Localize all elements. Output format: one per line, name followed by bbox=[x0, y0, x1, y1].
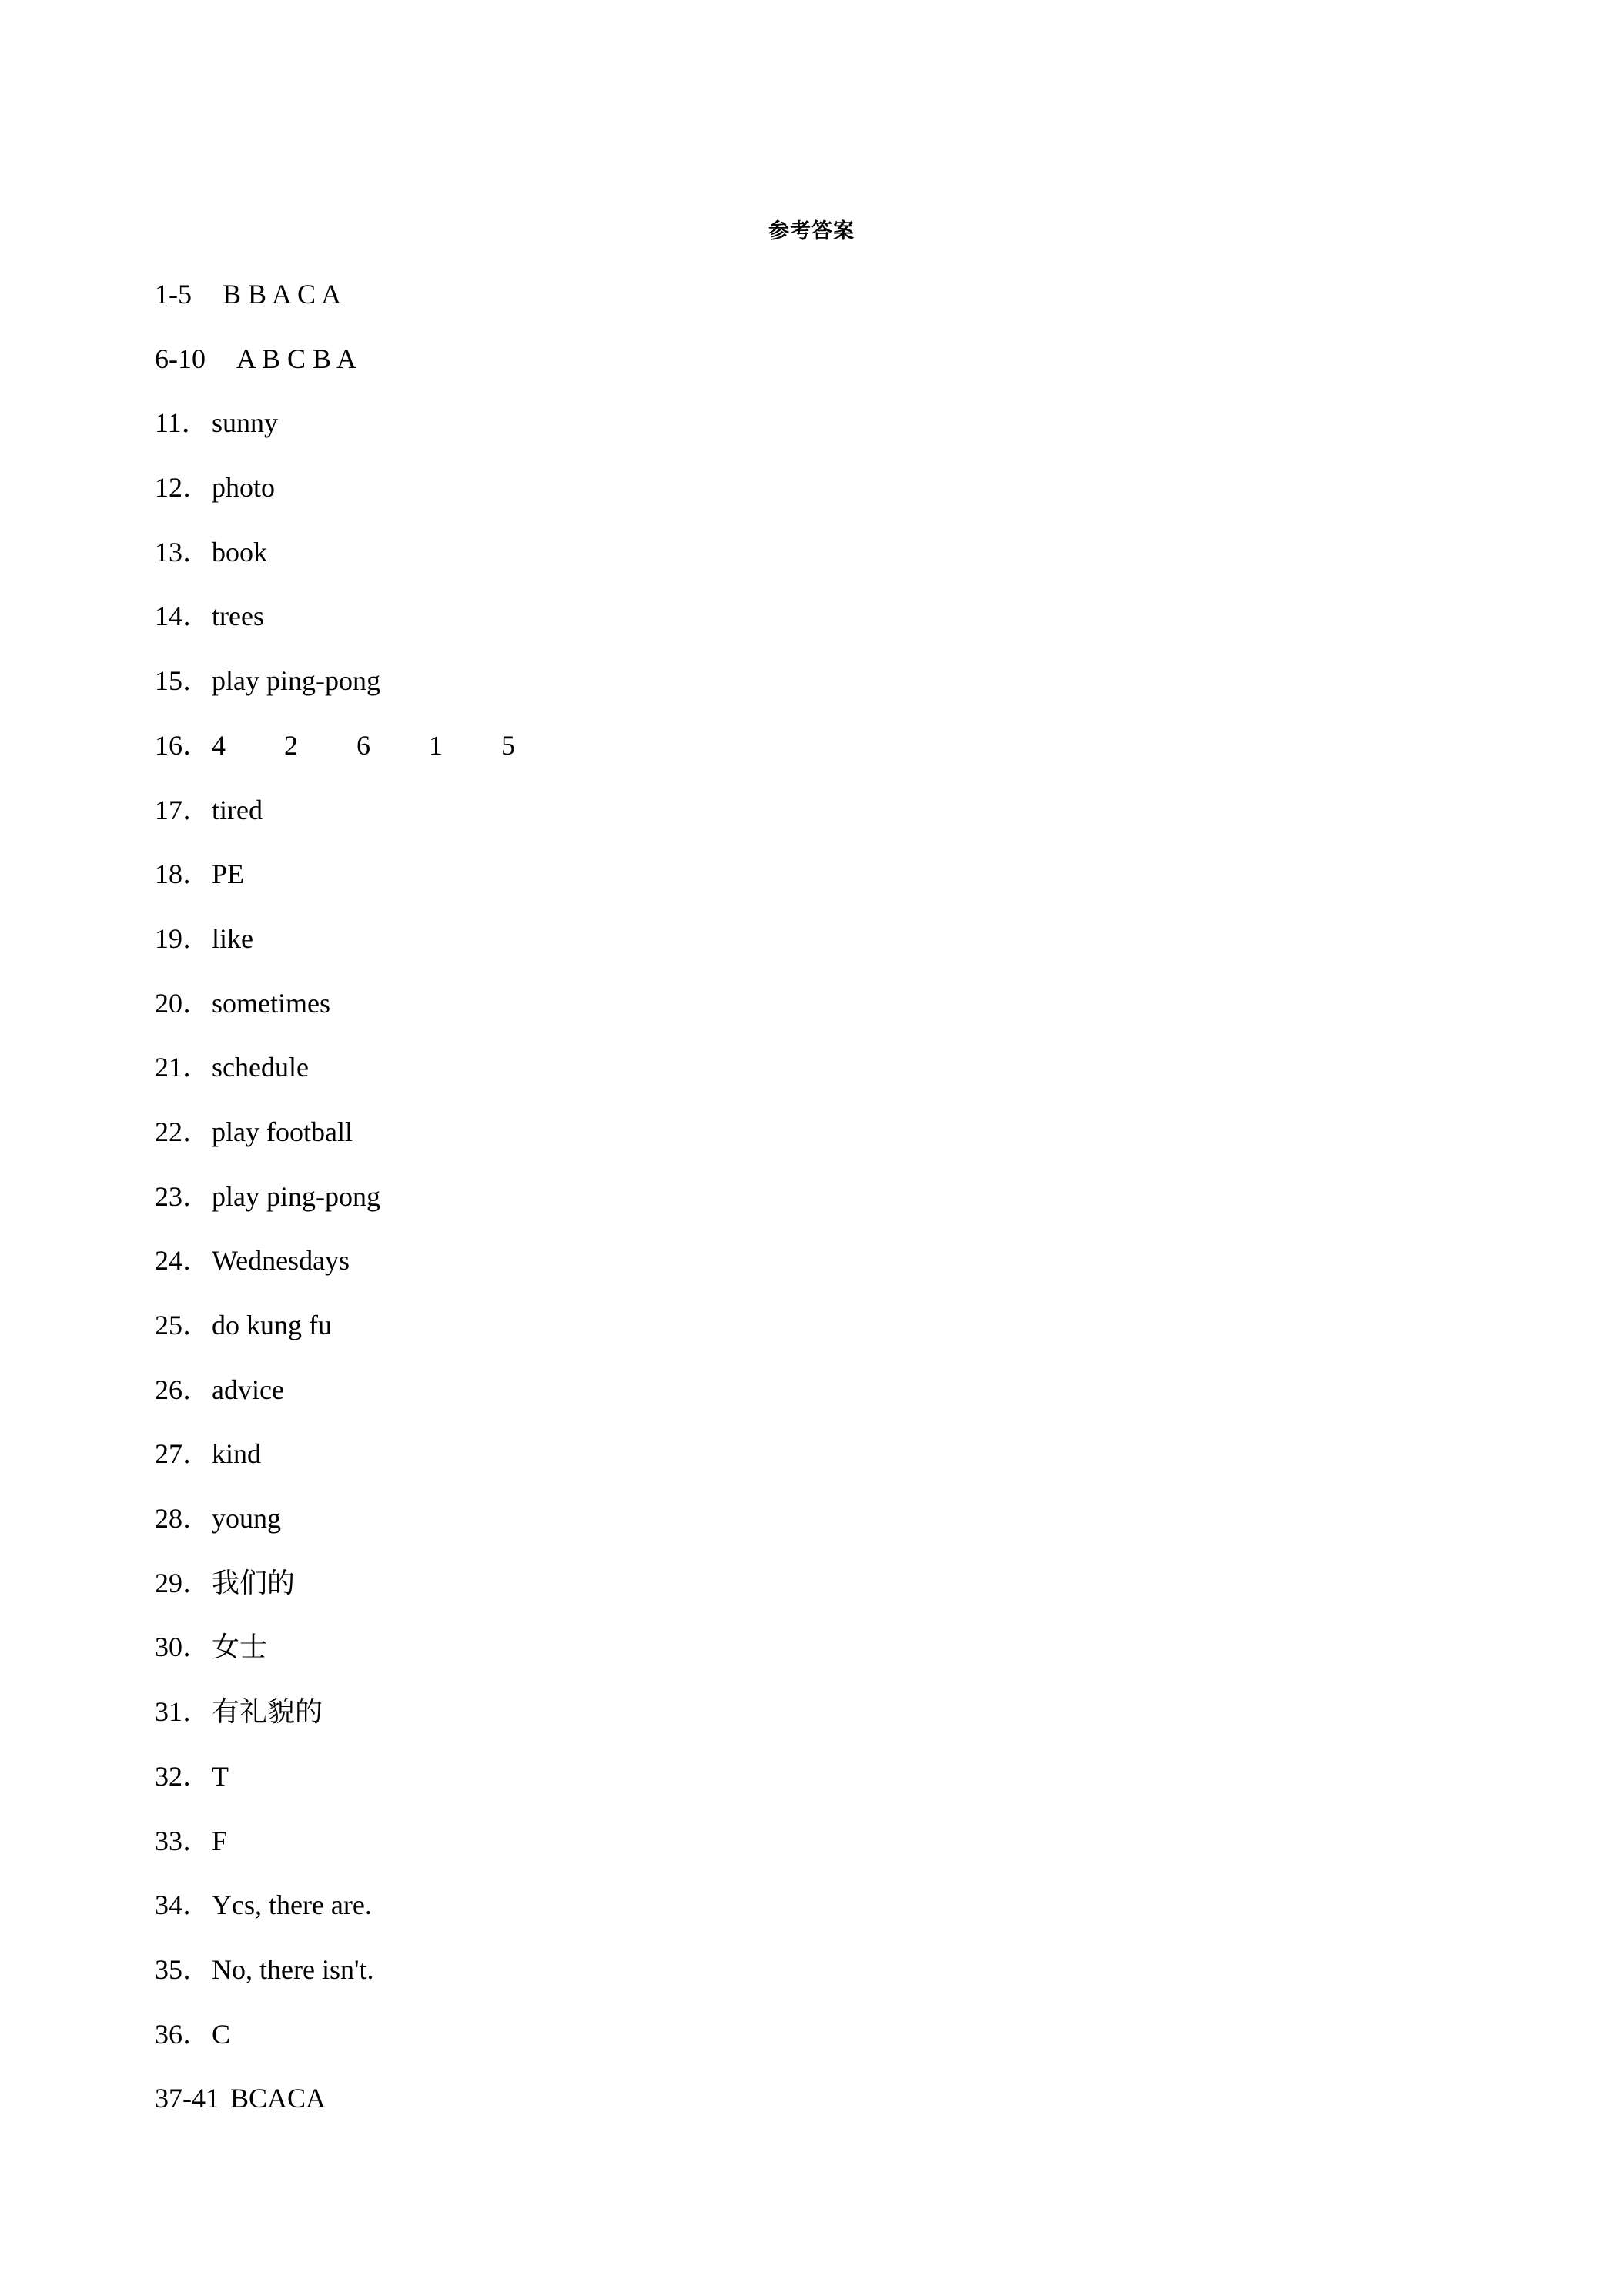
answer-number: 14． bbox=[155, 601, 211, 632]
answer-number: 24． bbox=[155, 1245, 211, 1277]
answer-number: 6-10 bbox=[155, 343, 206, 374]
answer-row-17 bbox=[155, 790, 574, 855]
answer-number: 22． bbox=[155, 1116, 211, 1147]
answer-text: kind bbox=[212, 1438, 262, 1470]
answer-number: 13． bbox=[155, 536, 211, 567]
answer-row-16 bbox=[155, 725, 574, 790]
answer-row-29 bbox=[155, 1563, 574, 1628]
answer-number: 36． bbox=[155, 2018, 211, 2050]
answer-number: 12． bbox=[155, 472, 211, 504]
answer-number: 31． bbox=[155, 1696, 211, 1728]
answer-row-33 bbox=[155, 1821, 574, 1886]
answer-row-26 bbox=[155, 1370, 574, 1434]
answer-row-27 bbox=[155, 1434, 574, 1498]
answer-row-32 bbox=[155, 1756, 574, 1821]
answer-row-36 bbox=[155, 2014, 574, 2079]
answer-number: 34． bbox=[155, 1889, 211, 1921]
answer-row-6-10 bbox=[155, 339, 574, 403]
answer-text: young bbox=[212, 1503, 281, 1535]
answer-text: T bbox=[212, 1760, 229, 1792]
sequence-item: 1 bbox=[429, 729, 443, 761]
answer-text: play football bbox=[212, 1116, 353, 1147]
answer-row-24 bbox=[155, 1240, 574, 1305]
answer-row-12 bbox=[155, 467, 574, 532]
answer-row-22 bbox=[155, 1112, 574, 1176]
answer-text: Wednesdays bbox=[212, 1245, 350, 1277]
answer-number: 25． bbox=[155, 1310, 211, 1340]
answer-row-19 bbox=[155, 919, 574, 983]
answer-number: 17． bbox=[155, 794, 211, 825]
answer-text: book bbox=[212, 536, 267, 567]
answer-text: sunny bbox=[212, 407, 279, 439]
answer-row-15 bbox=[155, 661, 574, 725]
sequence-item: 4 bbox=[212, 729, 226, 761]
answer-text: PE bbox=[212, 858, 245, 890]
answer-number: 23． bbox=[155, 1180, 211, 1212]
answer-number: 35． bbox=[155, 1953, 211, 1985]
answer-text: No, there isn't. bbox=[212, 1953, 374, 1985]
answer-row-23 bbox=[155, 1176, 574, 1241]
answer-text: photo bbox=[212, 472, 276, 504]
answer-text: play ping-pong bbox=[212, 1180, 380, 1212]
answer-text: schedule bbox=[212, 1052, 309, 1083]
answer-text: advice bbox=[212, 1374, 284, 1405]
answer-text: trees bbox=[212, 601, 264, 632]
answer-row-31 bbox=[155, 1692, 574, 1756]
answer-text: 女士 bbox=[212, 1632, 268, 1663]
answer-row-14 bbox=[155, 596, 574, 661]
answer-sequence bbox=[212, 725, 574, 765]
answer-number: 16． bbox=[155, 729, 211, 761]
answer-text: do kung fu bbox=[212, 1310, 332, 1340]
answer-number: 26． bbox=[155, 1374, 211, 1405]
answer-text: Ycs, there are. bbox=[212, 1889, 372, 1921]
answer-row-21 bbox=[155, 1047, 574, 1112]
answer-row-25 bbox=[155, 1305, 574, 1370]
page-title: 参考答案 bbox=[768, 219, 855, 243]
sequence-item: 5 bbox=[501, 729, 515, 761]
answer-number: 33． bbox=[155, 1825, 211, 1856]
answer-text: B B A C A bbox=[223, 279, 342, 310]
answer-row-30 bbox=[155, 1627, 574, 1692]
answer-number: 21． bbox=[155, 1052, 211, 1083]
answer-row-18 bbox=[155, 854, 574, 919]
answer-text: 有礼貌的 bbox=[212, 1696, 323, 1728]
answer-number: 30． bbox=[155, 1632, 211, 1663]
answer-text: C bbox=[212, 2018, 231, 2050]
answer-row-34 bbox=[155, 1885, 574, 1950]
answer-text: play ping-pong bbox=[212, 665, 380, 697]
answer-row-13 bbox=[155, 532, 574, 597]
answer-number: 28． bbox=[155, 1503, 211, 1535]
answer-row-11 bbox=[155, 403, 574, 467]
answer-number: 27． bbox=[155, 1438, 211, 1470]
answer-number: 20． bbox=[155, 987, 211, 1019]
answer-number: 11． bbox=[155, 407, 209, 439]
answer-row-37-41 bbox=[155, 2078, 574, 2143]
answer-number: 19． bbox=[155, 922, 211, 954]
sequence-item: 2 bbox=[284, 729, 298, 761]
answer-number: 37-41 bbox=[155, 2083, 219, 2114]
answer-number: 18． bbox=[155, 858, 211, 890]
answer-row-35 bbox=[155, 1950, 574, 2014]
answer-row-20 bbox=[155, 983, 574, 1048]
answer-list bbox=[155, 274, 574, 2143]
answer-text: like bbox=[212, 922, 253, 954]
answer-text: tired bbox=[212, 794, 263, 825]
answer-text: BCACA bbox=[230, 2083, 326, 2114]
answer-text: 我们的 bbox=[212, 1567, 296, 1598]
answer-number: 1-5 bbox=[155, 279, 192, 310]
sequence-item: 6 bbox=[356, 729, 370, 761]
answer-row-28 bbox=[155, 1498, 574, 1563]
answer-number: 15． bbox=[155, 665, 211, 697]
answer-number: 32． bbox=[155, 1760, 211, 1792]
answer-text: sometimes bbox=[212, 987, 330, 1019]
answer-number: 29． bbox=[155, 1567, 211, 1598]
answer-row-1-5 bbox=[155, 274, 574, 339]
answer-text: F bbox=[212, 1825, 228, 1856]
answer-text: A B C B A bbox=[236, 343, 357, 374]
